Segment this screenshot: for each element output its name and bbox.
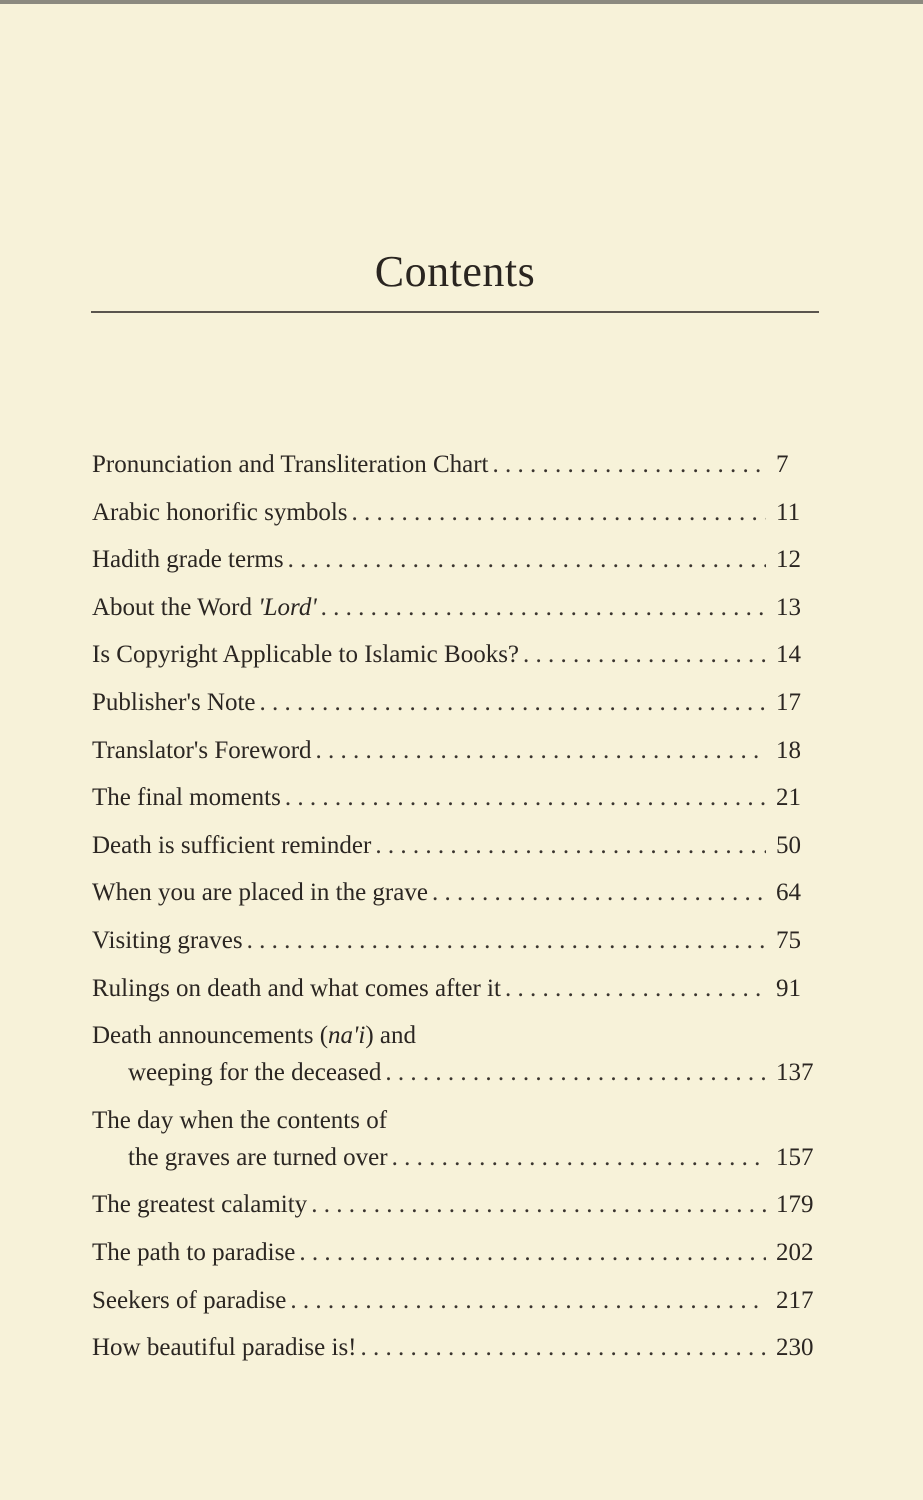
page-top-edge [0, 0, 923, 4]
toc-entry-label: Death is sufficient reminder [92, 831, 372, 859]
leader-dots [492, 450, 766, 480]
leader-dots [375, 831, 766, 861]
toc-entry[interactable] [92, 974, 822, 1004]
toc-entry-page: 12 [776, 546, 801, 574]
toc-entry-line1-italic: na'i [328, 1022, 366, 1050]
toc-entry-page: 64 [776, 879, 801, 907]
toc-entry[interactable] [92, 1286, 822, 1316]
leader-dots [260, 688, 766, 718]
leader-dots [352, 498, 766, 528]
toc-entry[interactable] [92, 593, 822, 623]
leader-dots [321, 593, 766, 623]
toc-entry-label: Publisher's Note [92, 688, 256, 716]
toc-entry-page: 18 [776, 736, 801, 764]
toc-entry-page: 13 [776, 593, 801, 621]
toc-entry-label: Arabic honorific symbols [92, 498, 348, 526]
leader-dots [285, 783, 766, 813]
toc-entry[interactable] [92, 831, 822, 861]
toc-entry-page: 17 [776, 688, 801, 716]
toc-entry-label-text: About the Word [92, 593, 259, 621]
toc-entry-page: 21 [776, 784, 801, 812]
leader-dots [311, 1190, 766, 1220]
toc-entry-line1-text: Death announcements ( [92, 1022, 329, 1050]
toc-entry-label: How beautiful paradise is! [92, 1334, 357, 1362]
leader-dots [299, 1238, 766, 1268]
leader-dots [247, 926, 766, 956]
toc-entry-page: 91 [776, 974, 801, 1002]
toc-entry-page: 75 [776, 926, 801, 954]
toc-entry-label: Rulings on death and what comes after it [92, 974, 501, 1002]
toc-entry-page: 14 [776, 641, 801, 669]
toc-entry-label: When you are placed in the grave [92, 879, 428, 907]
toc-entry-page: 11 [776, 498, 801, 526]
leader-dots [432, 878, 766, 908]
leader-dots [505, 974, 766, 1004]
toc-entry-label: Hadith grade terms [92, 546, 284, 574]
toc-entry-label: Seekers of paradise [92, 1286, 287, 1314]
leader-dots [385, 1058, 766, 1088]
toc-entry[interactable] [92, 878, 822, 908]
toc-entry[interactable] [92, 926, 822, 956]
toc-entry-page: 50 [776, 831, 801, 859]
toc-entry[interactable] [92, 1190, 822, 1220]
toc-entry[interactable] [92, 498, 822, 528]
toc-entry-label: the graves are turned over [128, 1143, 388, 1171]
toc-entry-label: Translator's Foreword [92, 736, 312, 764]
toc-entry-page: 7 [776, 451, 789, 478]
toc-entry-label: Pronunciation and Transliteration Chart [92, 451, 489, 478]
leader-dots [523, 640, 766, 670]
toc-entry-label: The path to paradise [92, 1238, 296, 1266]
page-title: Contents [374, 247, 536, 296]
toc-entry-page: 179 [776, 1191, 814, 1219]
toc-entry-label: The greatest calamity [92, 1191, 308, 1219]
title-rule [91, 311, 819, 313]
toc-entry-line1: The day when the contents of [92, 1106, 388, 1134]
toc-entry-label: The final moments [92, 784, 281, 812]
leader-dots [288, 545, 766, 575]
leader-dots [290, 1286, 766, 1316]
table-of-contents [92, 450, 822, 1381]
toc-entry-page: 157 [776, 1143, 814, 1171]
toc-entry-label [92, 593, 319, 623]
toc-entry-label-italic: 'Lord' [258, 593, 317, 621]
toc-entry[interactable] [92, 736, 822, 766]
toc-entry-page: 230 [776, 1334, 814, 1362]
toc-entry[interactable] [92, 1333, 822, 1363]
leader-dots [392, 1143, 766, 1173]
leader-dots [316, 736, 766, 766]
toc-entry[interactable] [92, 783, 822, 813]
toc-entry-page: 202 [776, 1238, 814, 1266]
toc-entry-label: Visiting graves [92, 926, 243, 954]
toc-entry-page: 137 [776, 1059, 814, 1087]
toc-entry[interactable] [92, 545, 822, 575]
leader-dots [361, 1333, 766, 1363]
toc-entry[interactable] [92, 640, 822, 670]
toc-entry[interactable] [92, 688, 822, 718]
toc-entry[interactable] [92, 1021, 822, 1088]
toc-entry-label: Is Copyright Applicable to Islamic Books? [92, 641, 520, 669]
toc-entry-line1-text-end: ) and [365, 1022, 416, 1050]
toc-entry[interactable] [92, 1106, 822, 1173]
toc-entry-line1 [92, 1021, 416, 1051]
toc-entry-label: weeping for the deceased [128, 1059, 382, 1087]
toc-entry-page: 217 [776, 1286, 814, 1314]
toc-entry[interactable] [92, 450, 822, 480]
toc-entry[interactable] [92, 1238, 822, 1268]
